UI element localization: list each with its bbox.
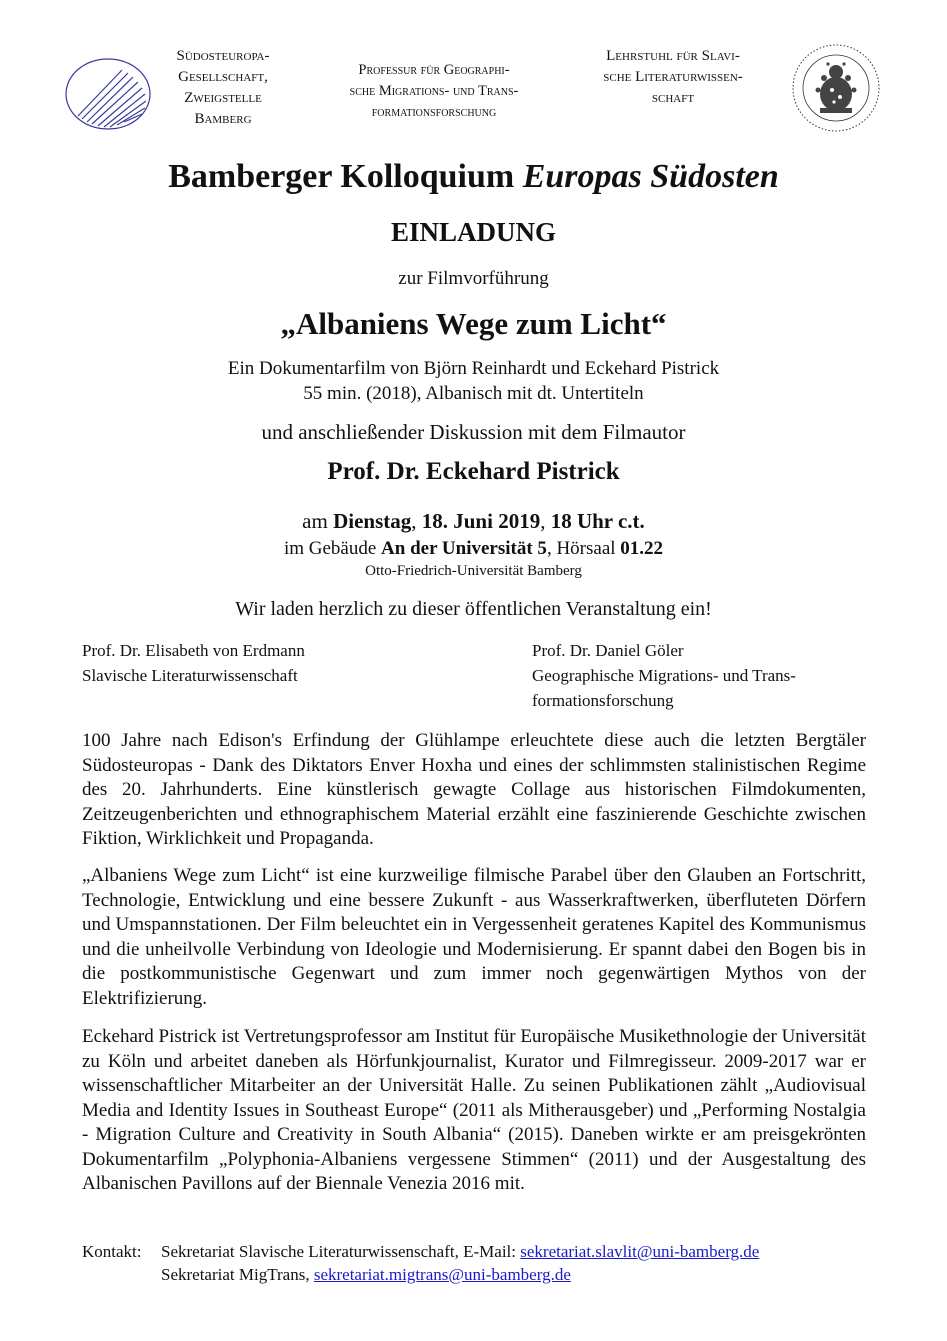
contact-label: Kontakt: (82, 1242, 142, 1261)
location-room: 01.22 (620, 538, 664, 559)
discussion-text: und anschließender Diskussion mit dem Filmautor (261, 420, 686, 444)
event-date (0, 509, 947, 534)
header-middle-line: sche Migrations- und Trans- (349, 83, 519, 99)
film-title: „Albaniens Wege zum Licht“ (280, 306, 667, 341)
header-right-line: schaft (651, 90, 695, 106)
signature-right (532, 638, 872, 713)
date-date: 18. Juni 2019 (421, 509, 541, 533)
contact-line1-text: Sekretariat Slavische Literaturwissenschaft, E-Mail: (161, 1242, 521, 1261)
date-time: 18 Uhr c.t. (550, 509, 645, 533)
email-link-slavlit[interactable]: sekretariat.slavlit@uni-bamberg.de (520, 1242, 760, 1261)
screening-subtitle: zur Filmvorführung (398, 268, 549, 289)
signature-right-dept: Geographische Migrations- und Trans- (532, 666, 796, 685)
contact-block (161, 1240, 881, 1286)
speaker-name: Prof. Dr. Eckehard Pistrick (327, 458, 620, 485)
contact-line2-text: Sekretariat MigTrans, (161, 1265, 314, 1284)
signature-left-dept: Slavische Literaturwissenschaft (82, 666, 298, 685)
welcome-text: Wir laden herzlich zu dieser öffentlichen Veranstaltung ein! (235, 598, 712, 620)
film-info (0, 356, 947, 406)
contact-line (161, 1263, 881, 1286)
signature-right-dept: formationsforschung (532, 691, 674, 710)
paragraph-author-bio: Eckehard Pistrick ist Vertretungsprofessor am Institut für Europäische Musikethnologie der Universität zu Köln und arbeitet daneben als Hörfunkjournalist, Kurator und Filmregisseur. 2009-2017 war er wissenschaftlicher Mitarbeiter an der Universität Halle. Zu seinen Publikationen zählt „Audiovisual Media and Identity Issues in Southeast Europe“ (2011 als Mitherausgeber) und „Performing Nostalgia - Migration Culture and Creativity in South Albania“ (2015). Daneben wirkte er am preisgekrönten Dokumentarfilm „Polyphonia-Albaniens vergessene Stimmen“ (2011) und der Ausgestaltung des Albanischen Pavillons auf der Biennale Venezia 2016 mit. (82, 1026, 866, 1194)
header-middle-org (300, 60, 568, 123)
header-middle-line: Professur für Geographi- (358, 62, 510, 78)
header-left-line: Gesellschaft, (178, 69, 268, 85)
film-info-line: Ein Dokumentarfilm von Björn Reinhardt und Eckehard Pistrick (227, 358, 720, 379)
header-right-line: sche Literaturwissen- (603, 69, 743, 85)
paragraph-film-description: „Albaniens Wege zum Licht“ ist eine kurzweilige filmische Parabel über den Glauben an Fortschritt, Technologie, Entwicklung und eine bessere Zukunft - aus Wasserkraftwerken, überfluteten Dörfern und Umspannstationen. Der Film beleuchtet ein in Vergessenheit geratenes Kapitel des Kommunismus und die unheilvolle Verbindung von Ideologie und Modernisierung. Er spannt dabei den Bogen bis in die postkommunistische Gegenwart und zum immer noch gegenwärtigen Mythos von der Elektrifizierung. (82, 865, 866, 1009)
header-left-line: Zweigstelle (184, 90, 262, 106)
page-title (0, 158, 947, 196)
title-plain: Bamberger Kolloquium (168, 158, 523, 195)
signature-left (82, 638, 482, 688)
header-right-line: Lehrstuhl für Slavi- (606, 48, 740, 64)
film-info-line: 55 min. (2018), Albanisch mit dt. Untertiteln (303, 383, 644, 404)
date-sep: , (411, 509, 422, 533)
date-pre: am (302, 509, 334, 533)
event-location (0, 538, 947, 560)
date-sep: , (540, 509, 551, 533)
date-day: Dienstag (333, 509, 412, 533)
paragraph-film-intro: 100 Jahre nach Edison's Erfindung der Glühlampe erleuchtete diese auch die letzten Bergtäler Südosteuropas - Dank des Diktators Enver Hoxha und eines der schlimmsten stalinistischen Regime des 20. Jahrhunderts. Eine künstlerisch gewagte Collage aus historischen Filmdokumenten, Zeitzeugenberichten und ethnographischem Material erzählt eine faszinierende Geschichte zwischen Fiktion, Wirklichkeit und Propaganda. (82, 730, 866, 849)
signature-left-name: Prof. Dr. Elisabeth von Erdmann (82, 641, 305, 660)
location-pre: im Gebäude (283, 538, 382, 559)
signature-right-name: Prof. Dr. Daniel Göler (532, 641, 684, 660)
header-left-org (148, 46, 298, 130)
header-left-line: Bamberg (194, 111, 252, 127)
sog-swirl-logo-icon (60, 52, 156, 136)
header-left-line: Südosteuropa- (176, 48, 270, 64)
location-building: An der Universität 5 (381, 538, 547, 559)
invitation-heading: EINLADUNG (390, 217, 557, 247)
contact-line (161, 1240, 881, 1263)
title-italic: Europas Südosten (522, 158, 779, 195)
email-link-migtrans[interactable]: sekretariat.migtrans@uni-bamberg.de (313, 1265, 571, 1284)
header-middle-line: formationsforschung (371, 104, 497, 120)
university-seal-logo-icon (790, 42, 882, 134)
location-sep: , Hörsaal (546, 538, 621, 559)
university-name: Otto-Friedrich-Universität Bamberg (365, 563, 582, 579)
header-right-org (572, 46, 774, 109)
